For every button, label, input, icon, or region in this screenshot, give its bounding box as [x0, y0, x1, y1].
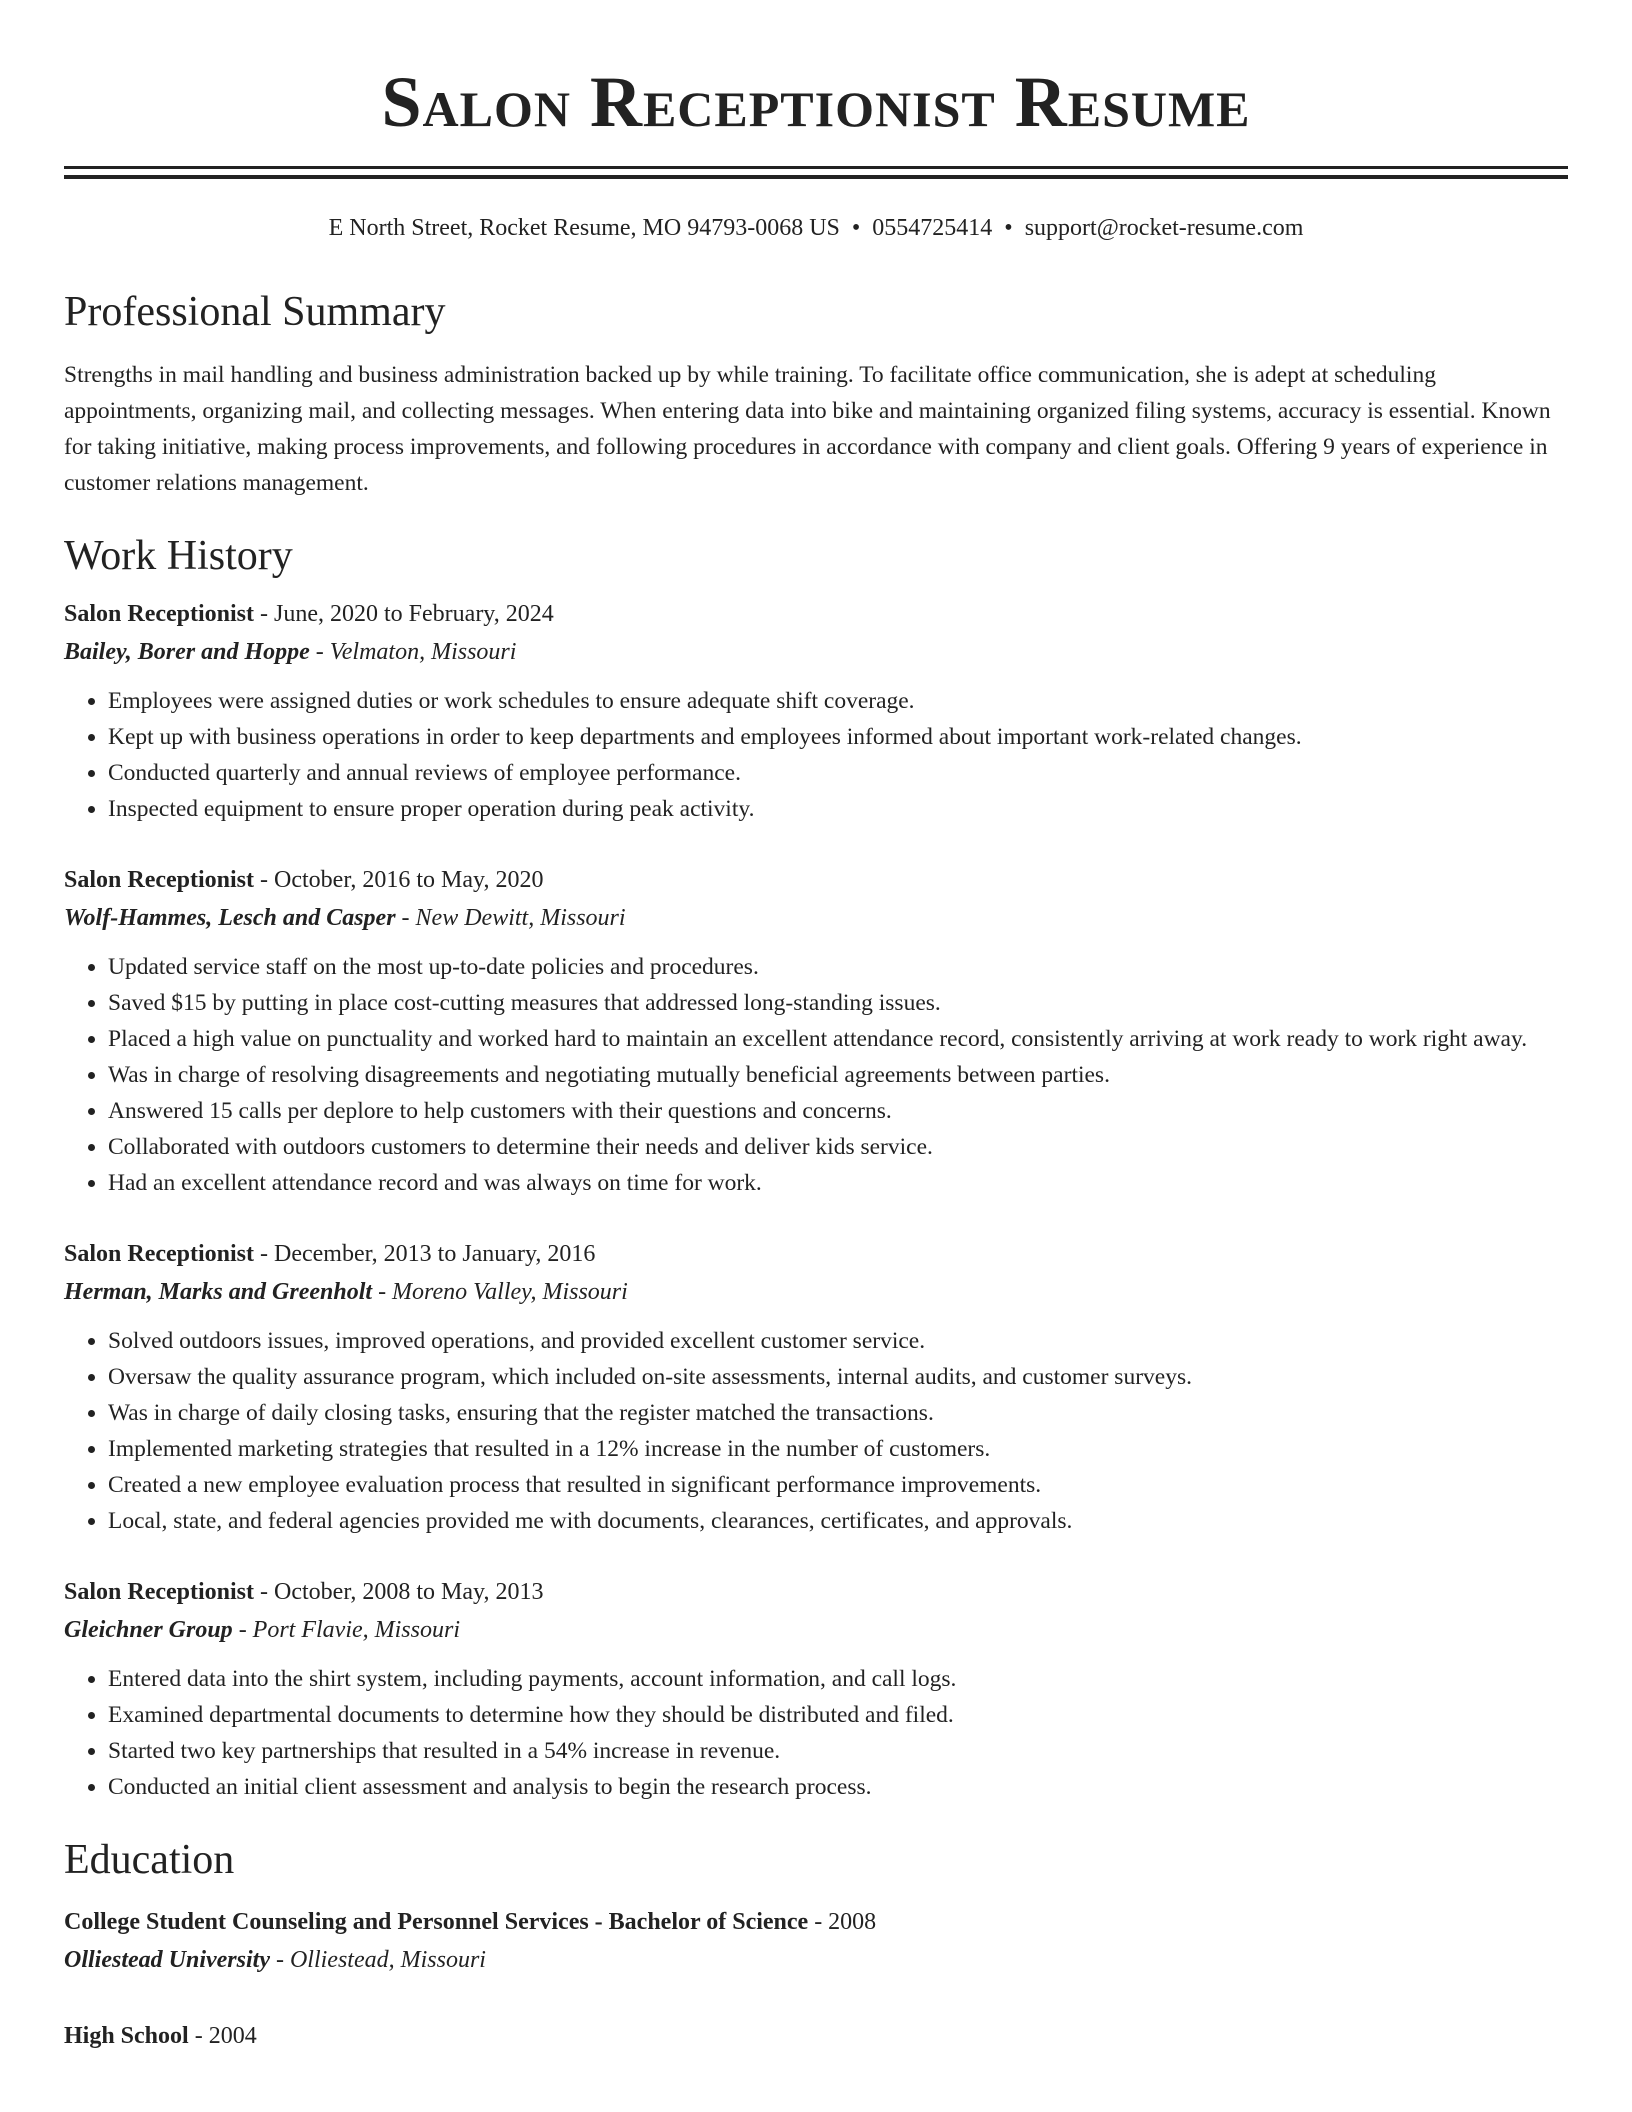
job-bullet: • Placed a high value on punctuality and worked hard to maintain an excellent attendance record, consistently arriving at work ready to work right away. — [108, 1021, 1568, 1057]
job-company: Gleichner Group — [64, 1617, 233, 1643]
title-rule-top — [64, 166, 1568, 169]
job-bullets — [64, 683, 1568, 827]
job-bullet: • Started two key partnerships that resulted in a 54% increase in revenue. — [108, 1733, 1568, 1769]
education-entry — [64, 1903, 1568, 1979]
summary-section — [64, 287, 1568, 501]
job-company-line — [64, 1273, 1568, 1311]
job-location: - Port Flavie, Missouri — [232, 1617, 460, 1643]
job-company: Herman, Marks and Greenholt — [64, 1279, 373, 1305]
job-bullet: • Conducted an initial client assessment and analysis to begin the research process. — [108, 1769, 1568, 1805]
education-year: - 2008 — [808, 1909, 877, 1935]
job-bullet: • Was in charge of resolving disagreements and negotiating mutually beneficial agreements between parties. — [108, 1057, 1568, 1093]
job-bullet: • Conducted quarterly and annual reviews of employee performance. — [108, 755, 1568, 791]
job-bullet: • Was in charge of daily closing tasks, ensuring that the register matched the transactions. — [108, 1395, 1568, 1431]
job-bullet: • Updated service staff on the most up-to-date policies and procedures. — [108, 949, 1568, 985]
education-degree: College Student Counseling and Personnel Services - Bachelor of Science — [64, 1909, 809, 1935]
education-heading: Education — [64, 1837, 235, 1883]
job-title-line — [64, 595, 1568, 633]
job-dates: - December, 2013 to January, 2016 — [254, 1241, 596, 1267]
job-bullet: • Saved $15 by putting in place cost-cutting measures that addressed long-standing issues. — [108, 985, 1568, 1021]
job-title-line — [64, 1235, 1568, 1273]
summary-heading: Professional Summary — [64, 289, 446, 335]
job-bullet: • Answered 15 calls per deplore to help customers with their questions and concerns. — [108, 1093, 1568, 1129]
job-bullet: • Entered data into the shirt system, including payments, account information, and call logs. — [108, 1661, 1568, 1697]
job-location: - Moreno Valley, Missouri — [372, 1279, 628, 1305]
contact-phone: 0554725414 — [872, 215, 993, 241]
education-location: - Olliestead, Missouri — [269, 1947, 486, 1973]
job-bullet: • Had an excellent attendance record and was always on time for work. — [108, 1165, 1568, 1201]
job-location: - New Dewitt, Missouri — [395, 905, 626, 931]
job-bullet: • Created a new employee evaluation process that resulted in significant performance improvements. — [108, 1467, 1568, 1503]
job-bullet: • Examined departmental documents to determine how they should be distributed and filed. — [108, 1697, 1568, 1733]
job-title-line — [64, 1573, 1568, 1611]
job-location: - Velmaton, Missouri — [309, 639, 517, 665]
contact-line — [64, 213, 1568, 243]
job-entry — [64, 595, 1568, 827]
education-degree: High School — [64, 2023, 189, 2049]
work-history-heading: Work History — [64, 533, 293, 579]
job-bullet: • Local, state, and federal agencies provided me with documents, clearances, certificates, and approvals. — [108, 1503, 1568, 1539]
contact-address: E North Street, Rocket Resume, MO 94793-0068 US — [328, 215, 840, 241]
contact-email: support@rocket-resume.com — [1024, 215, 1304, 241]
education-degree-line — [64, 1903, 1568, 1941]
job-title: Salon Receptionist — [64, 1579, 255, 1605]
contact-separator: • — [851, 215, 861, 241]
job-entry — [64, 1235, 1568, 1539]
job-bullet: • Collaborated with outdoors customers to determine their needs and deliver kids service. — [108, 1129, 1568, 1165]
job-title: Salon Receptionist — [64, 1241, 255, 1267]
job-bullet: • Inspected equipment to ensure proper operation during peak activity. — [108, 791, 1568, 827]
job-company-line — [64, 1611, 1568, 1649]
job-title: Salon Receptionist — [64, 601, 255, 627]
job-company: Wolf-Hammes, Lesch and Casper — [64, 905, 396, 931]
resume-title: Salon Receptionist Resume — [381, 62, 1251, 142]
education-section — [64, 1835, 1568, 2055]
job-bullets — [64, 1661, 1568, 1805]
job-bullet: • Solved outdoors issues, improved operations, and provided excellent customer service. — [108, 1323, 1568, 1359]
education-degree-line — [64, 2017, 1568, 2055]
job-title-line — [64, 861, 1568, 899]
work-history-section — [64, 531, 1568, 1805]
education-school-line — [64, 1941, 1568, 1979]
summary-text: Strengths in mail handling and business administration backed up by while training. To facilitate office communication, she is adept at scheduling appointments, organizing mail, and collecting messages. When entering data into bike and maintaining organized filing systems, accuracy is essential. Known for taking initiative, making process improvements, and following procedures in accordance with company and client goals. Offering 9 years of experience in customer relations management. — [64, 362, 1551, 496]
job-dates: - October, 2016 to May, 2020 — [254, 867, 544, 893]
education-entry — [64, 2017, 1568, 2055]
job-bullet: • Employees were assigned duties or work schedules to ensure adequate shift coverage. — [108, 683, 1568, 719]
job-dates: - June, 2020 to February, 2024 — [254, 601, 554, 627]
job-bullet: • Oversaw the quality assurance program, which included on-site assessments, internal audits, and customer surveys. — [108, 1359, 1568, 1395]
job-company-line — [64, 899, 1568, 937]
education-year: - 2004 — [188, 2023, 257, 2049]
job-bullets — [64, 949, 1568, 1201]
job-dates: - October, 2008 to May, 2013 — [254, 1579, 544, 1605]
education-school: Olliestead University — [64, 1947, 270, 1973]
job-company: Bailey, Borer and Hoppe — [64, 639, 310, 665]
job-title: Salon Receptionist — [64, 867, 255, 893]
title-rule-bottom — [64, 175, 1568, 179]
job-bullet: • Kept up with business operations in order to keep departments and employees informed about important work-related changes. — [108, 719, 1568, 755]
job-bullet: • Implemented marketing strategies that resulted in a 12% increase in the number of customers. — [108, 1431, 1568, 1467]
job-bullets — [64, 1323, 1568, 1539]
contact-separator: • — [1004, 215, 1013, 241]
job-entry — [64, 1573, 1568, 1805]
job-company-line — [64, 633, 1568, 671]
job-entry — [64, 861, 1568, 1201]
